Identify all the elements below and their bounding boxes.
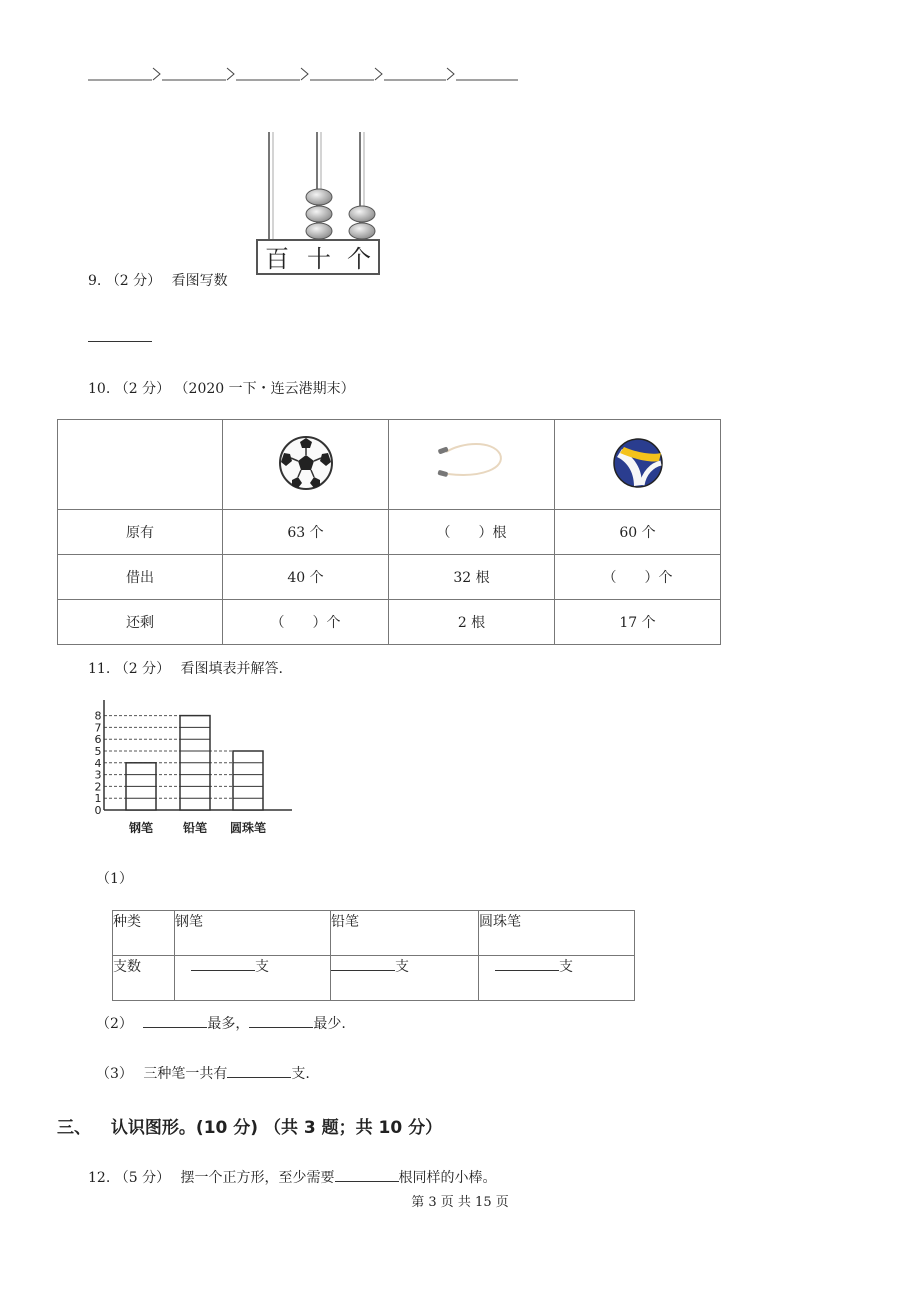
bar [233, 751, 263, 810]
text: 最少. [313, 1016, 346, 1032]
question-number: 9. [88, 273, 102, 289]
x-category-label: 铅笔 [182, 821, 208, 835]
abacus-beads-hundreds [306, 189, 332, 239]
answer-blank[interactable] [227, 1063, 291, 1078]
abacus-beads-ones [349, 206, 375, 239]
table-cell: 40 个 [223, 555, 389, 600]
sub-question-3 [96, 1063, 310, 1083]
table-header-row [113, 911, 635, 956]
question-score: （2 分） [114, 381, 171, 397]
answer-cell[interactable] [331, 956, 479, 1001]
y-tick-label: 7 [94, 721, 102, 735]
answer-blank[interactable] [335, 1167, 399, 1182]
text: 摆一个正方形，至少需要 [180, 1170, 335, 1186]
table-corner-cell [58, 420, 223, 510]
abacus-figure [255, 130, 385, 278]
unit-label: 支 [395, 959, 409, 975]
y-tick-label: 8 [94, 709, 102, 723]
answer-cell[interactable]: （ ）根 [389, 510, 555, 555]
question-number: 10. [88, 381, 111, 397]
text: 根同样的小棒。 [398, 1170, 497, 1186]
abacus-label-tens: 十 [307, 245, 331, 273]
x-category-label: 圆珠笔 [229, 821, 267, 835]
y-tick-label: 0 [94, 804, 102, 817]
y-tick-label: 3 [94, 768, 102, 782]
table-row [58, 510, 721, 555]
abacus-label-hundreds: 百 [265, 245, 289, 273]
section-3-heading [57, 1113, 442, 1138]
answer-cell[interactable] [479, 956, 635, 1001]
volleyball-cell [555, 420, 721, 510]
greater-than-sign [301, 68, 308, 80]
abacus-label-ones: 个 [347, 245, 371, 273]
answer-cell[interactable] [175, 956, 331, 1001]
answer-blank[interactable] [191, 956, 255, 971]
question-number: 11. [88, 661, 111, 677]
table-row [58, 600, 721, 645]
question-score: （2 分） [105, 273, 162, 289]
sub-question-label: （3） [96, 1066, 133, 1082]
section-number: 三、 [57, 1118, 91, 1138]
jump-rope-cell [389, 420, 555, 510]
soccer-ball-cell [223, 420, 389, 510]
unit-label: 支 [255, 959, 269, 975]
question-score: （2 分） [114, 661, 171, 677]
x-category-label: 钢笔 [128, 821, 154, 835]
table-cell: 60 个 [555, 510, 721, 555]
table-cell: 17 个 [555, 600, 721, 645]
answer-blank[interactable] [495, 956, 559, 971]
question-number: 12. [88, 1170, 111, 1186]
greater-than-sign [375, 68, 382, 80]
question-11-table [112, 910, 635, 1001]
answer-cell[interactable]: （ ）个 [555, 555, 721, 600]
answer-blank[interactable] [331, 956, 395, 971]
question-prompt: 看图填表并解答. [180, 661, 283, 677]
unit-label: 支 [559, 959, 573, 975]
volleyball-icon [612, 437, 664, 489]
table-cell: 63 个 [223, 510, 389, 555]
text: 最多， [207, 1016, 250, 1032]
table-header-cell: 铅笔 [331, 911, 479, 956]
y-tick-label: 5 [94, 745, 102, 758]
table-cell: 32 根 [389, 555, 555, 600]
sub-question-1-label: （1） [96, 871, 133, 887]
table-header-row [58, 420, 721, 510]
table-row [58, 555, 721, 600]
y-tick-label: 6 [94, 733, 102, 747]
row-label: 还剩 [58, 600, 223, 645]
pen-count-bar-chart [88, 700, 308, 840]
sub-question-2 [96, 1013, 346, 1033]
answer-blank[interactable] [88, 328, 152, 342]
table-cell: 2 根 [389, 600, 555, 645]
question-prompt: 看图写数 [171, 273, 228, 289]
answer-blank[interactable] [143, 1013, 207, 1028]
text: 支. [291, 1066, 310, 1082]
y-tick-label: 4 [94, 756, 102, 770]
question-12-stem [88, 1167, 497, 1187]
table-header-cell: 圆珠笔 [479, 911, 635, 956]
answer-cell[interactable]: （ ）个 [223, 600, 389, 645]
table-header-cell: 种类 [113, 911, 175, 956]
sub-question-label: （2） [96, 1016, 133, 1032]
row-label: 借出 [58, 555, 223, 600]
question-11-stem [88, 658, 283, 678]
jump-rope-icon [432, 438, 512, 488]
question-score: （5 分） [114, 1170, 171, 1186]
table-header-cell: 钢笔 [175, 911, 331, 956]
row-label: 支数 [113, 956, 175, 1001]
question-10-table [57, 419, 721, 645]
question-source: （2020 一下・连云港期末） [174, 381, 355, 397]
question-10-stem [88, 378, 355, 398]
question-9-stem [88, 270, 228, 290]
y-tick-label: 1 [94, 792, 102, 806]
comparison-blank-sequence [88, 60, 528, 84]
y-tick-label: 2 [94, 780, 102, 794]
row-label: 原有 [58, 510, 223, 555]
greater-than-sign [227, 68, 234, 80]
answer-blank[interactable] [249, 1013, 313, 1028]
text: 三种笔一共有 [143, 1066, 228, 1082]
greater-than-sign [447, 68, 454, 80]
greater-than-sign [153, 68, 160, 80]
page-footer: 第 3 页 共 15 页 [411, 1195, 509, 1210]
soccer-ball-icon [278, 435, 334, 491]
table-row [113, 956, 635, 1001]
section-title: 认识图形。(10 分) （共 3 题；共 10 分） [110, 1118, 443, 1138]
